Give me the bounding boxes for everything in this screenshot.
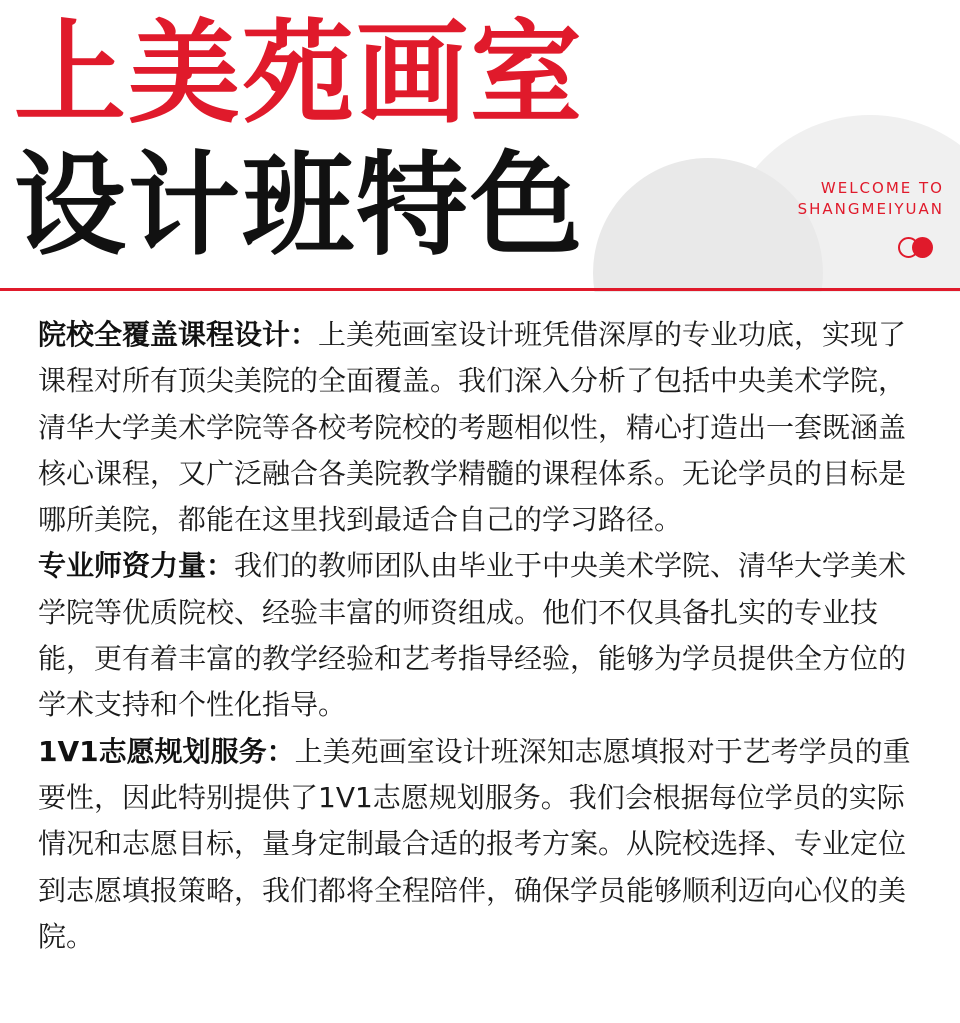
section-teachers bbox=[38, 543, 928, 728]
welcome-line1: WELCOME TO bbox=[820, 179, 944, 197]
section-curriculum bbox=[38, 312, 928, 543]
section-planning bbox=[38, 729, 928, 960]
welcome-line2: SHANGMEIYUAN bbox=[797, 200, 944, 218]
divider bbox=[0, 288, 960, 291]
header bbox=[0, 0, 960, 292]
double-circle-icon bbox=[898, 235, 942, 259]
content bbox=[38, 312, 928, 960]
section-heading: 1V1志愿规划服务： bbox=[38, 734, 295, 768]
section-heading: 院校全覆盖课程设计： bbox=[38, 318, 319, 351]
page-title-line1: 上美苑画室 bbox=[14, 8, 584, 139]
section-heading: 专业师资力量： bbox=[38, 549, 235, 583]
section-body: 上美苑画室设计班深知志愿填报对于艺考学员的重要性，因此特别提供了1V1志愿规划服务。我们会根据每位学员的实际情况和志愿目标，量身定制最合适的报考方案。从院校选择、专业定位到志愿填报策略，我们都将全程陪伴，确保学员能够顺利迈向心仪的美院。 bbox=[38, 734, 911, 953]
welcome-text bbox=[760, 178, 944, 220]
section-body: 我们的教师团队由毕业于中央美术学院、清华大学美术学院等优质院校、经验丰富的师资组成。他们不仅具备扎实的专业技能，更有着丰富的教学经验和艺考指导经验，能够为学员提供全方位的学术支持和个性化指导。 bbox=[38, 549, 907, 722]
circle-filled-icon bbox=[912, 237, 933, 258]
section-body: 上美苑画室设计班凭借深厚的专业功底，实现了课程对所有顶尖美院的全面覆盖。我们深入分析了包括中央美术学院，清华大学美术学院等各校考院校的考题相似性，精心打造出一套既涵盖核心课程，又广泛融合各美院教学精髓的课程体系。无论学员的目标是哪所美院，都能在这里找到最适合自己的学习路径。 bbox=[38, 318, 907, 537]
page-title-line2: 设计班特色 bbox=[14, 140, 584, 271]
